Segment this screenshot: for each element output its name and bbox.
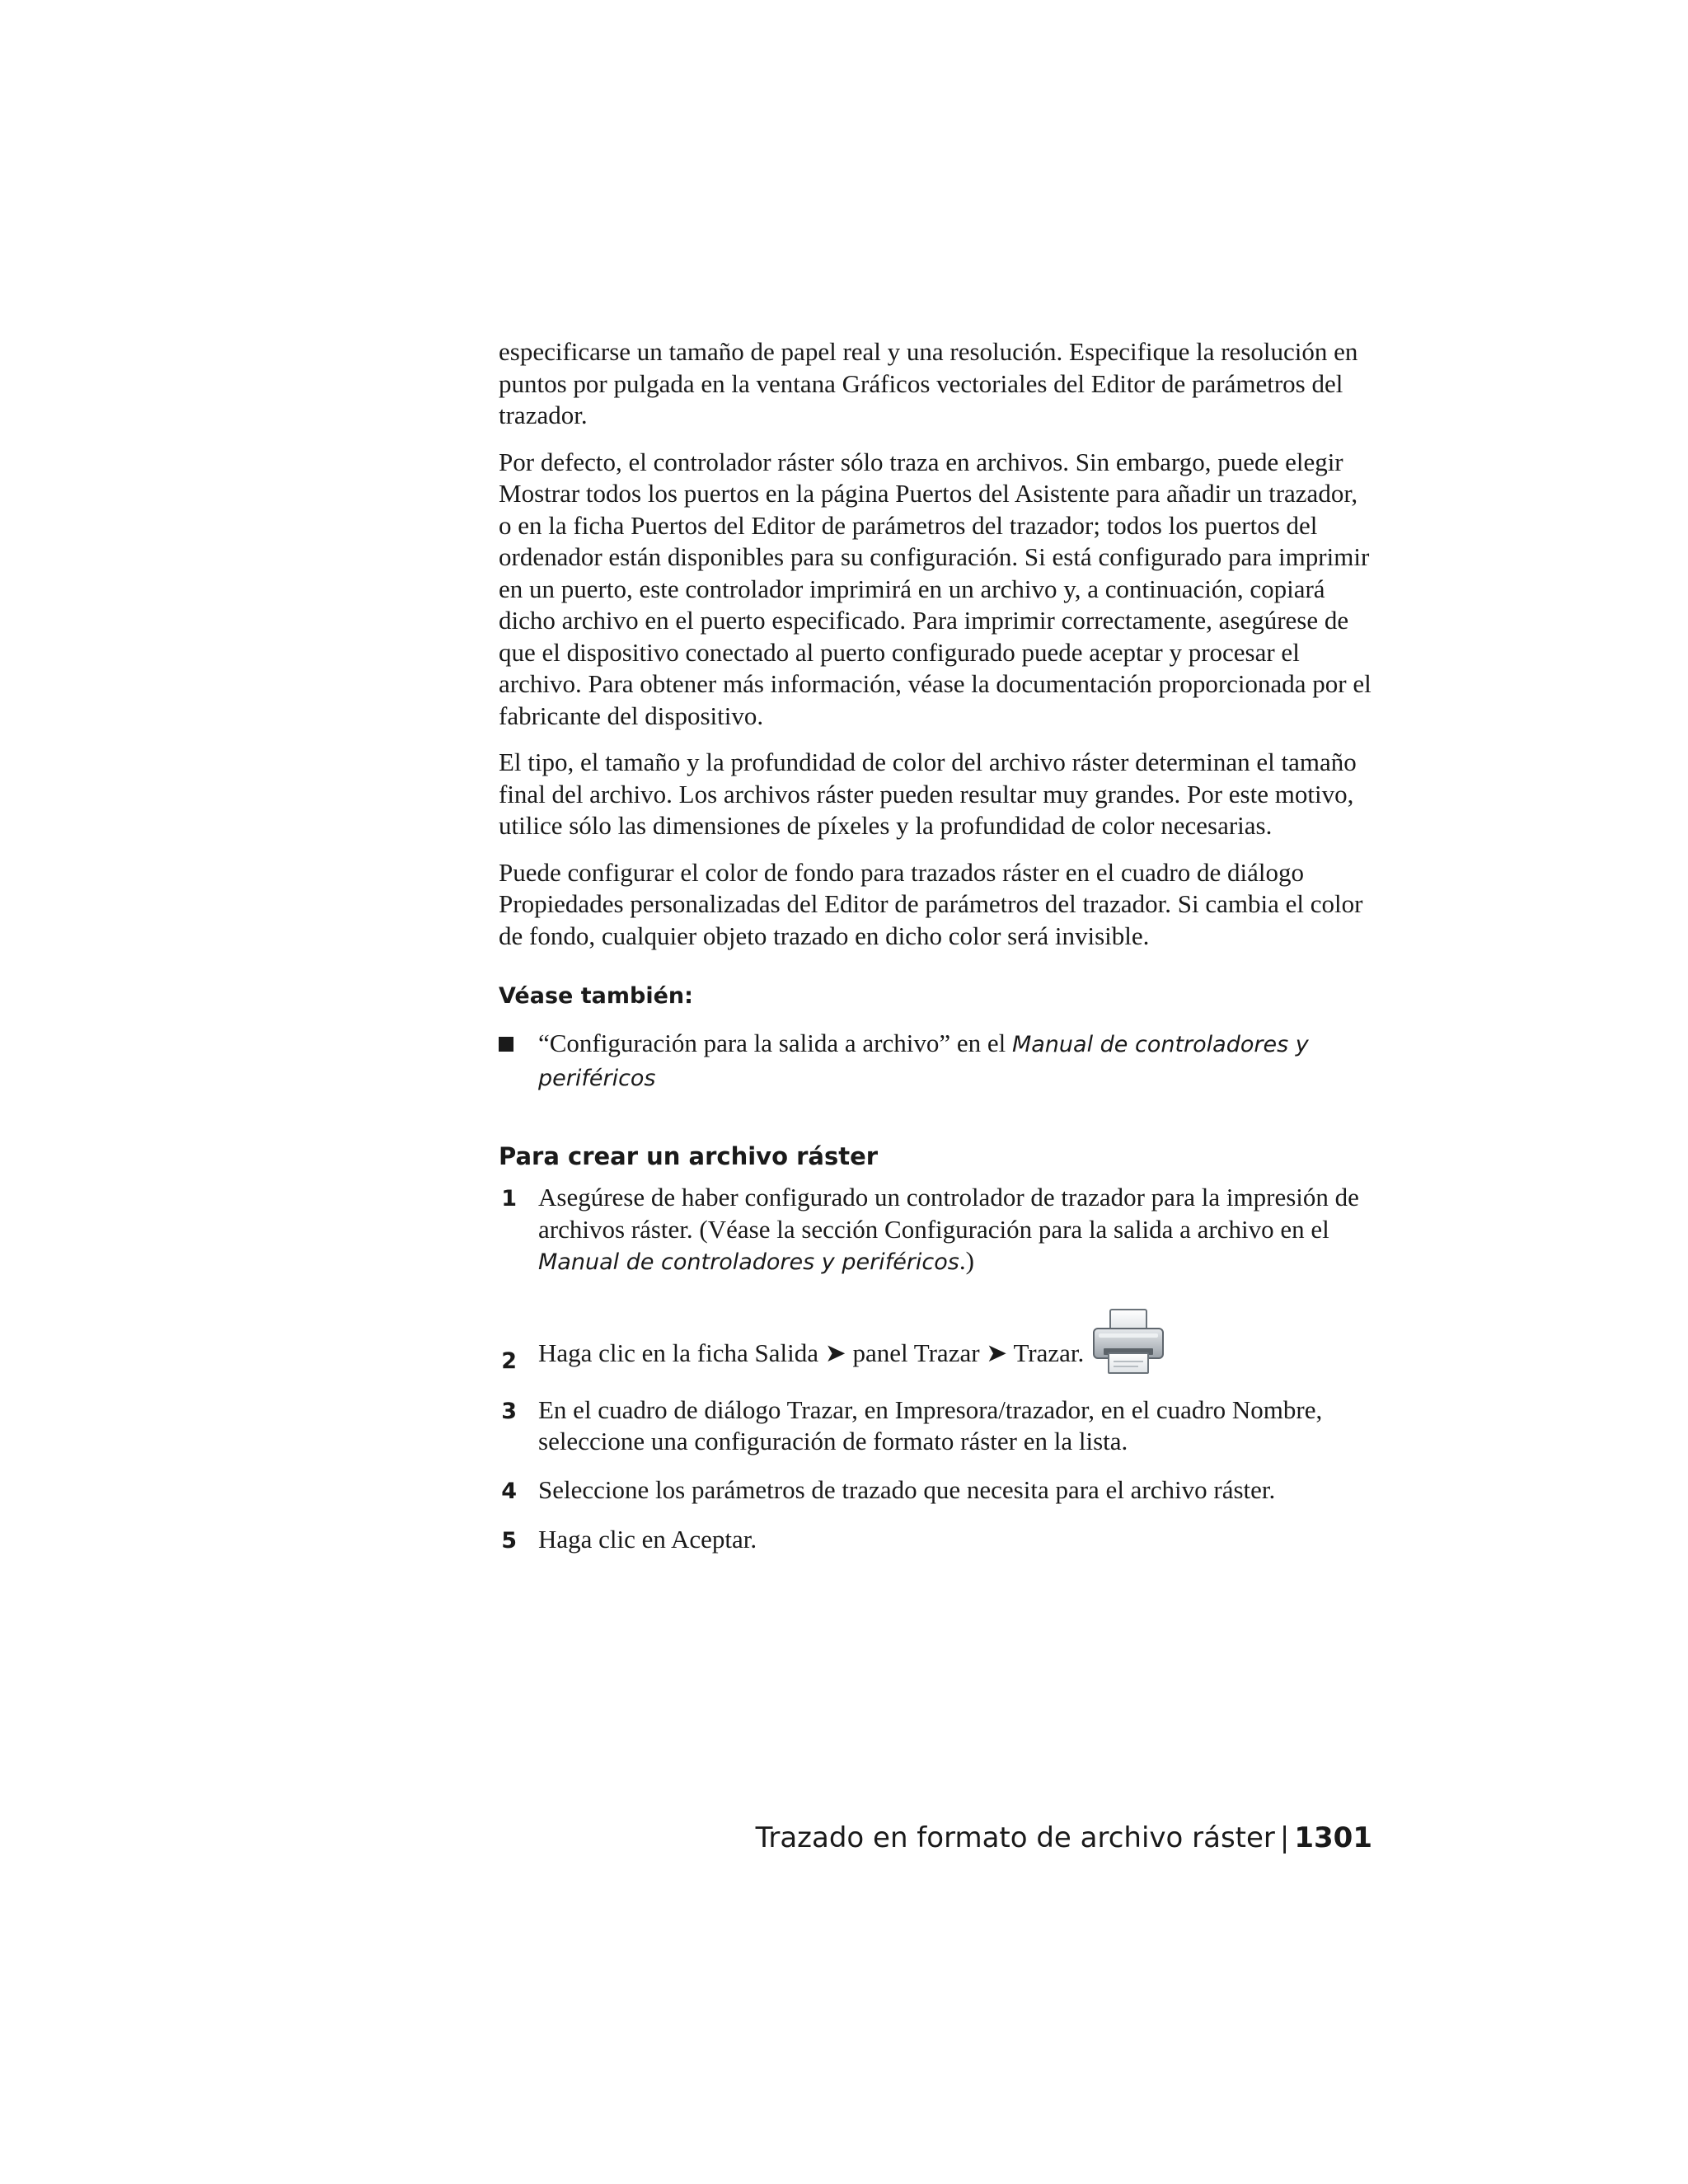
- see-also-item: [499, 1028, 1372, 1094]
- see-also-link-text[interactable]: “Configuración para la salida a archivo” en el: [538, 1029, 1012, 1057]
- see-also-heading: Véase también:: [499, 983, 693, 1009]
- see-also-manual-title: Manual de controladores y periféricos: [538, 1032, 1309, 1091]
- step-1-manual-title: Manual de controladores y periféricos: [538, 1249, 959, 1275]
- step-number: 4: [501, 1478, 517, 1504]
- step-1-tail: .): [959, 1246, 974, 1275]
- body-paragraph-2: Por defecto, el controlador ráster sólo traza en archivos. Sin embargo, puede elegir Mostrar todos los puertos en la página Puertos del Asistente para añadir un trazador, o en la ficha Puertos del Editor de parámetros del trazador; todos los puertos del ordenador están disponibles para su configuración. Si está configurado para imprimir en un puerto, este controlador imprimirá en un archivo y, a continuación, copiará dicho archivo en el puerto especificado. Para imprimir correctamente, asegúrese de que el dispositivo conectado al puerto configurado puede aceptar y procesar el archivo. Para obtener más información, véase la documentación proporcionada por el fabricante del dispositivo.: [499, 447, 1372, 730]
- procedure-step-2: [499, 1307, 1372, 1378]
- step-number: 3: [501, 1398, 517, 1424]
- procedure-step-4: [499, 1474, 1372, 1508]
- step-text: En el cuadro de diálogo Trazar, en Impresora/trazador, en el cuadro Nombre, seleccione una configuración de formato ráster en la lista.: [538, 1394, 1323, 1455]
- step-number: 5: [501, 1528, 517, 1554]
- procedure-step-5: [499, 1524, 1372, 1558]
- step-number: 1: [501, 1186, 517, 1212]
- footer-section-title: Trazado en formato de archivo ráster: [755, 1821, 1275, 1854]
- step-text: Haga clic en Aceptar.: [538, 1525, 757, 1554]
- procedure-step-3: [499, 1394, 1372, 1458]
- page-content: [499, 336, 1372, 1574]
- step-number: 2: [501, 1348, 517, 1374]
- body-paragraph-4: Puede configurar el color de fondo para trazados ráster en el cuadro de diálogo Propiedades personalizadas del Editor de parámetros del trazador. Si cambia el color de fondo, cualquier objeto trazado en dicho color será invisible.: [499, 857, 1363, 950]
- body-paragraph-1: especificarse un tamaño de papel real y una resolución. Especifique la resolución en puntos por pulgada en la ventana Gráficos vectoriales del Editor de parámetros del trazador.: [499, 337, 1358, 429]
- step-2-text: Haga clic en la ficha Salida ➤ panel Trazar ➤ Trazar.: [538, 1338, 1085, 1367]
- procedure-step-1: [499, 1182, 1372, 1279]
- body-paragraph-3: El tipo, el tamaño y la profundidad de color del archivo ráster determinan el tamaño final del archivo. Los archivos ráster pueden resultar muy grandes. Por este motivo, utilice sólo las dimensiones de píxeles y la profundidad de color necesarias.: [499, 748, 1357, 840]
- step-text: Seleccione los parámetros de trazado que necesita para el archivo ráster.: [538, 1474, 1276, 1504]
- page-number: 1301: [1294, 1821, 1372, 1854]
- step-1-text: Asegúrese de haber configurado un controlador de trazador para la impresión de archivos ráster. (Véase la sección Configuración para la salida a archivo en el: [538, 1183, 1359, 1244]
- procedure-heading: Para crear un archivo ráster: [499, 1142, 879, 1170]
- step-text: [538, 1182, 1362, 1279]
- step-text: [538, 1307, 1362, 1378]
- square-bullet-icon: [499, 1037, 513, 1052]
- see-also-item-text: [538, 1028, 1372, 1094]
- page-footer: [756, 1820, 1372, 1856]
- printer-icon[interactable]: [1090, 1307, 1166, 1378]
- footer-separator: |: [1279, 1821, 1290, 1854]
